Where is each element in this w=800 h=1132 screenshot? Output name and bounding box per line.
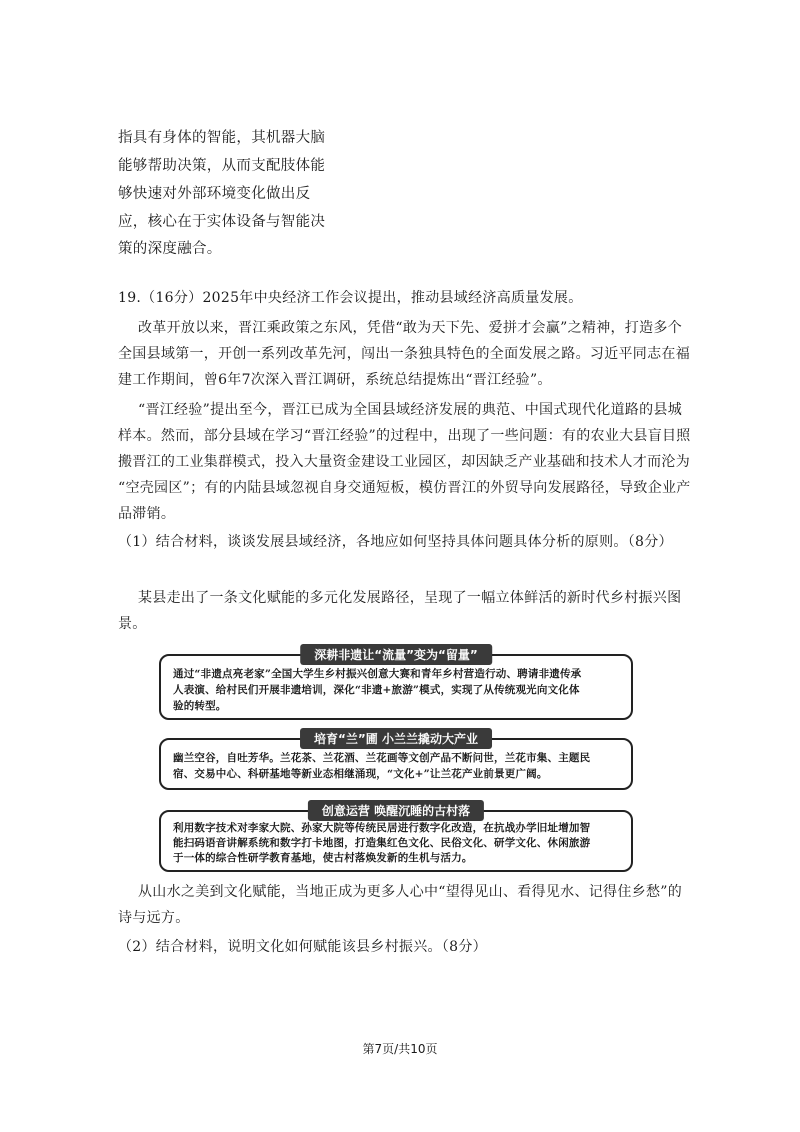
paragraph-line: 景。 (118, 616, 147, 632)
box-text-line: 人表演、给村民们开展非遗培训，深化“非遗+旅游”模式，实现了从传统观光向文化体 (173, 684, 580, 696)
material-box-village (159, 804, 633, 872)
intro-line: 指具有身体的智能，其机器大脑 (118, 130, 326, 146)
intro-line: 够快速对外部环境变化做出反 (118, 186, 311, 202)
paragraph-line: 品滞销。 (118, 506, 176, 522)
paragraph-line: “空壳园区”；有的内陆县域忽视自身交通短板，模仿晋江的外贸导向发展路径，导致企业产 (118, 480, 691, 496)
box-text-line: 于一体的综合性研学教育基地，使古村落焕发新的生机与活力。 (173, 852, 473, 864)
box-title: 深耕非遗让“流量”变为“留量” (300, 644, 492, 665)
paragraph-line: 建工作期间，曾6年7次深入晋江调研，系统总结提炼出“晋江经验”。 (118, 372, 552, 388)
intro-line: 能够帮助决策，从而支配肢体能 (118, 158, 326, 174)
page-footer: 第7页/共10页 (362, 1042, 438, 1056)
paragraph-line: “晋江经验”提出至今，晋江已成为全国县域经济发展的典范、中国式现代化道路的县城 (138, 402, 683, 418)
intro-line: 策的深度融合。 (118, 241, 222, 257)
paragraph-line: 改革开放以来，晋江乘政策之东风，凭借“敢为天下先、爱拼才会赢”之精神，打造多个 (138, 320, 683, 336)
paragraph-line: 诗与远方。 (118, 910, 190, 926)
paragraph-line: 全国县域第一，开创一系列改革先河，闯出一条独具特色的全面发展之路。习近平同志在福 (118, 346, 690, 362)
box-title: 创意运营 唤醒沉睡的古村落 (308, 800, 484, 821)
question-19-header: 19.（16分）2025年中央经济工作会议提出，推动县域经济高质量发展。 (118, 290, 583, 306)
box-text-line: 利用数字技术对李家大院、孙家大院等传统民居进行数字化改造，在抗战办学旧址增加智 (173, 822, 591, 834)
material-box-heritage (159, 648, 633, 720)
sub-question-1: （1）结合材料，谈谈发展县域经济，各地应如何坚持具体问题具体分析的原则。（8分） (118, 534, 673, 550)
intro-line: 应，核心在于实体设备与智能决 (118, 214, 326, 230)
paragraph-line: 样本。然而，部分县域在学习“晋江经验”的过程中，出现了一些问题：有的农业大县盲目照 (118, 428, 691, 444)
box-text-line: 宿、交易中心、科研基地等新业态相继涌现，“文化+”让兰花产业前景更广阔。 (173, 768, 548, 780)
paragraph-line: 某县走出了一条文化赋能的多元化发展路径，呈现了一幅立体鲜活的新时代乡村振兴图 (138, 590, 682, 606)
sub-question-2: （2）结合材料，说明文化如何赋能该县乡村振兴。（8分） (118, 939, 487, 955)
box-text-line: 幽兰空谷，自吐芳华。兰花茶、兰花酒、兰花画等文创产品不断问世，兰花市集、主题民 (173, 752, 591, 764)
paragraph-line: 从山水之美到文化赋能，当地正成为更多人心中“望得见山、看得见水、记得住乡愁”的 (138, 884, 683, 900)
box-title: 培育“兰”圃 小兰兰撬动大产业 (300, 728, 492, 749)
box-text-line: 能扫码语音讲解系统和数字打卡地图，打造集红色文化、民俗文化、研学文化、休闲旅游 (173, 837, 591, 849)
paragraph-line: 搬晋江的工业集群模式，投入大量资金建设工业园区，却因缺乏产业基础和技术人才而沦为 (118, 454, 690, 470)
box-text-line: 验的转型。 (173, 700, 227, 712)
box-text-line: 通过“非遗点亮老家”全国大学生乡村振兴创意大赛和青年乡村营造行动、聘请非遗传承 (173, 668, 582, 680)
material-box-orchid (159, 732, 633, 790)
